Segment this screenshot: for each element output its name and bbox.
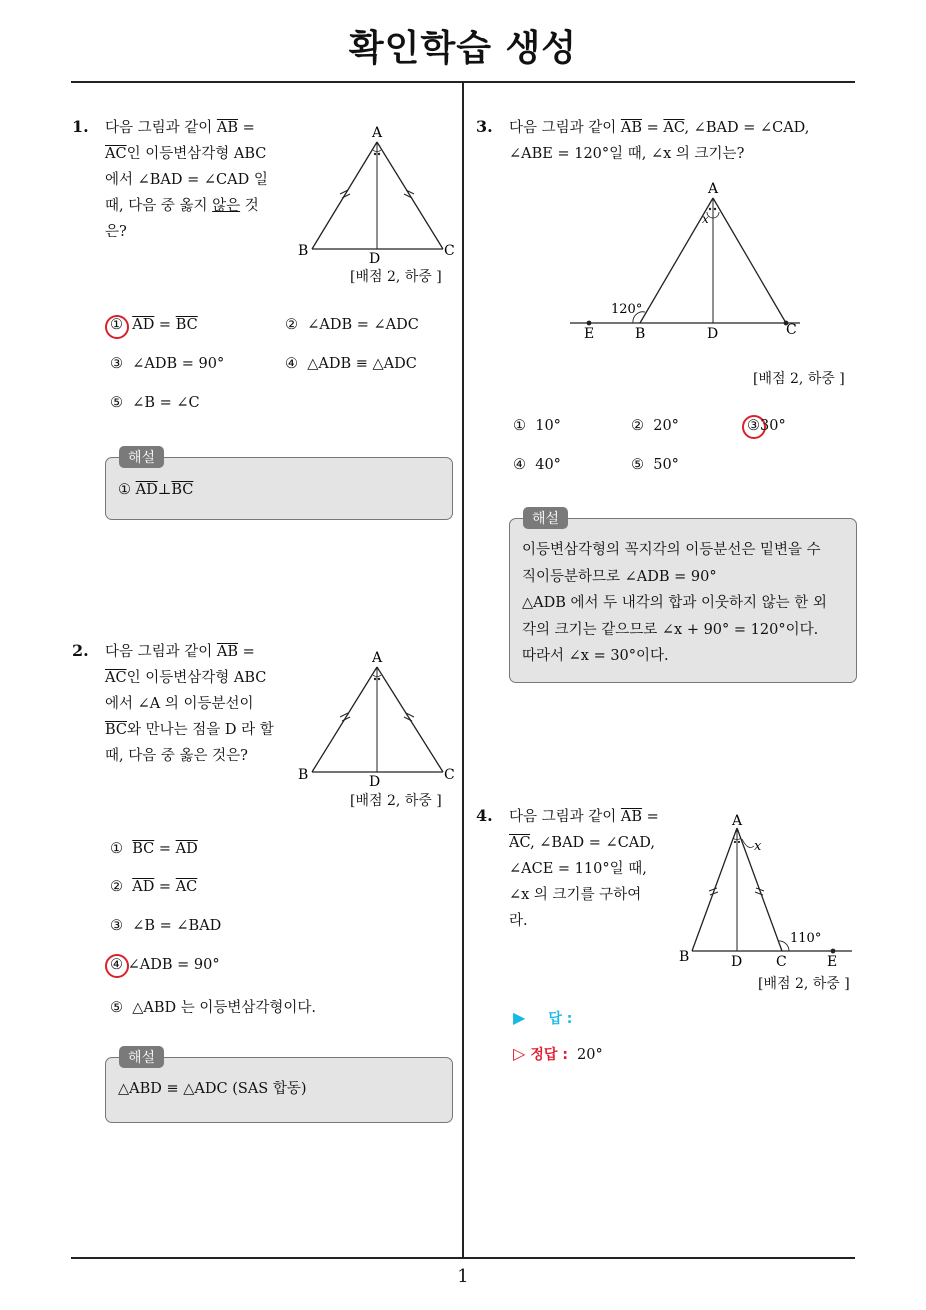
q2-option-3[interactable]: ③ ∠B = ∠BAD — [110, 918, 222, 934]
q3-label-x: x — [702, 212, 709, 226]
q3-label-e: E — [584, 326, 595, 342]
q4-label-angle: 110° — [790, 931, 822, 946]
q1-option-3[interactable]: ③ ∠ADB = 90° — [110, 356, 225, 372]
page-title: 확인학습 생성 — [348, 28, 578, 69]
correct-label: 정답 : — [530, 1047, 568, 1063]
q3-label-d: D — [707, 326, 719, 342]
q1-triangle-figure — [290, 122, 460, 270]
correct-value: 20° — [577, 1047, 603, 1063]
q3-explanation-tag: 해설 — [523, 507, 568, 529]
q4-label-a: A — [732, 813, 743, 829]
q2-triangle-figure — [290, 647, 460, 795]
q1-number: 1. — [72, 117, 89, 136]
q2-score: [배점 2, 하중 ] — [350, 793, 442, 809]
q4-number: 4. — [476, 806, 493, 825]
q1-explanation-tag: 해설 — [119, 446, 164, 468]
q2-option-2[interactable]: ② $\overline{AD} = \overline{AC}$ — [110, 879, 198, 895]
q1-explanation-text: ① $\overline{AD}\perp\overline{BC}$ — [118, 482, 194, 498]
q1-option-2[interactable]: ② ∠ADB = ∠ADC — [285, 317, 419, 333]
q1-option-4[interactable]: ④ △ADB ≡ △ADC — [285, 356, 417, 372]
q2-option-5[interactable]: ⑤ △ABD 는 이등변삼각형이다. — [110, 1000, 317, 1016]
q2-label-a: A — [372, 650, 383, 666]
q4-label-d: D — [731, 954, 743, 970]
q4-question: 다음 그림과 같이 $\overline{AB}$ = $\overline{AC}$, ∠BAD = ∠CAD, ∠ACE = 110°일 때, ∠x 의 크기를 구하여 라. — [509, 809, 659, 929]
q4-label-c: C — [776, 954, 787, 970]
q2-option-1[interactable]: ① $\overline{BC} = \overline{AD}$ — [110, 841, 198, 857]
q2-option-4[interactable]: ④ ∠ADB = 90° — [110, 957, 220, 973]
q3-option-3[interactable]: ③30° — [747, 418, 786, 434]
q2-number: 2. — [72, 641, 89, 660]
q3-explanation-text: 이등변삼각형의 꼭지각의 이등분선은 밑변을 수 직이등분하므로 ∠ADB = 90° △ADB 에서 두 내각의 합과 이웃하지 않는 한 외 각의 크기는 같으므로 ∠x + 90° = 120°이다. 따라서 ∠x = 30°이다. — [522, 542, 827, 664]
column-divider — [462, 82, 464, 1258]
q1-option-5[interactable]: ⑤ ∠B = ∠C — [110, 395, 200, 411]
q3-number: 3. — [476, 117, 493, 136]
q1-label-c: C — [444, 243, 455, 259]
q1-question: 다음 그림과 같이 $\overline{AB}$ = $\overline{AC}$인 이등변삼각형 ABC 에서 ∠BAD = ∠CAD 일 때, 다음 중 옳지 않은 것 은? — [105, 120, 268, 240]
q3-label-angle: 120° — [611, 302, 643, 317]
q3-option-2[interactable]: ② 20° — [631, 418, 679, 434]
bottom-divider — [71, 1257, 855, 1259]
answer-label: 답 : — [548, 1011, 573, 1027]
correct-arrow-icon: ▷ — [513, 1044, 526, 1063]
q3-option-1[interactable]: ① 10° — [513, 418, 561, 434]
q2-explanation-text: △ABD ≡ △ADC (SAS 합동) — [118, 1081, 307, 1097]
q4-label-x: x — [754, 839, 762, 854]
q2-label-d: D — [369, 774, 381, 790]
q1-label-d: D — [369, 251, 381, 267]
q1-option-1[interactable]: ① $\overline{AD} = \overline{BC}$ — [110, 317, 198, 333]
q2-label-b: B — [298, 767, 309, 783]
q2-label-c: C — [444, 767, 455, 783]
q3-triangle-figure — [565, 178, 815, 343]
q1-score: [배점 2, 하중 ] — [350, 269, 442, 285]
q2-question: 다음 그림과 같이 $\overline{AB}$ = $\overline{AC}$인 이등변삼각형 ABC 에서 ∠A 의 이등분선이 $\overline{BC}$와 만나는 점을 D 라 할 때, 다음 중 옳은 것은? — [105, 644, 274, 764]
q2-explanation-tag: 해설 — [119, 1046, 164, 1068]
q3-question: 다음 그림과 같이 $\overline{AB} = \overline{AC}$, ∠BAD = ∠CAD, ∠ABE = 120°일 때, ∠x 의 크기는? — [509, 120, 810, 162]
q3-label-b: B — [635, 326, 646, 342]
q4-score: [배점 2, 하중 ] — [758, 976, 850, 992]
q1-label-a: A — [372, 125, 383, 141]
q4-label-b: B — [679, 949, 690, 965]
q3-label-c: C — [786, 322, 797, 338]
q4-answer-row — [513, 1008, 572, 1028]
q4-triangle-figure — [676, 811, 861, 971]
q3-option-4[interactable]: ④ 40° — [513, 457, 561, 473]
page-number: 1 — [457, 1266, 469, 1287]
q4-correct-row — [513, 1044, 603, 1064]
q3-score: [배점 2, 하중 ] — [753, 371, 845, 387]
answer-arrow-icon: ▶ — [513, 1008, 526, 1027]
q1-label-b: B — [298, 243, 309, 259]
q3-option-5[interactable]: ⑤ 50° — [631, 457, 679, 473]
q4-label-e: E — [827, 954, 838, 970]
q3-label-a: A — [708, 181, 719, 197]
